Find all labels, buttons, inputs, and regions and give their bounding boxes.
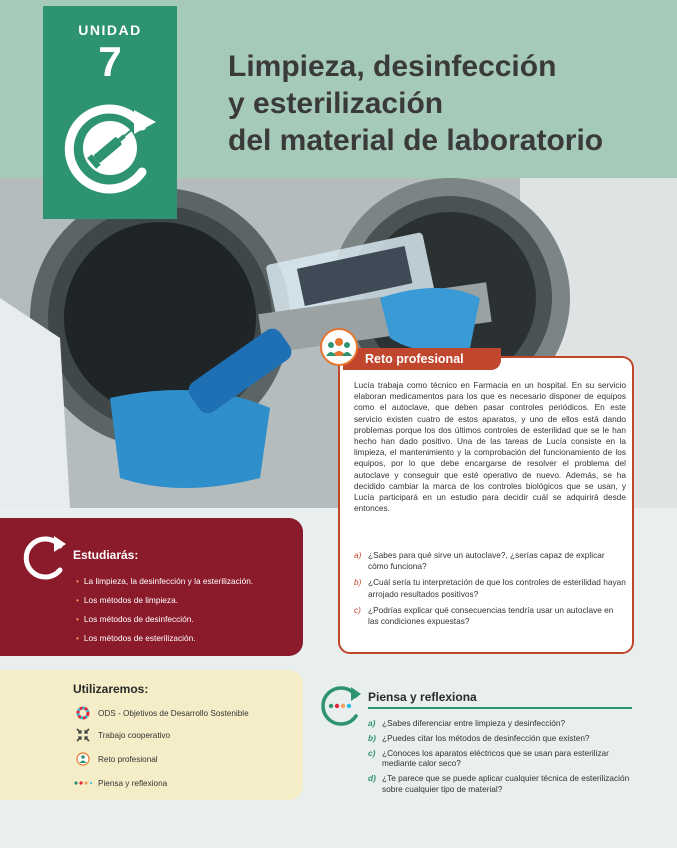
question-letter: b) <box>354 577 362 588</box>
util-item-piensa <box>74 776 167 790</box>
unit-tab <box>43 6 177 219</box>
util-item-label: Piensa y reflexiona <box>98 778 168 788</box>
list-item: • Los métodos de esterilización. <box>76 629 253 648</box>
question-letter: c) <box>368 747 376 758</box>
piensa-question <box>368 733 638 744</box>
piensa-question <box>368 773 638 795</box>
piensa-question <box>368 748 638 770</box>
question-letter: b) <box>368 732 376 743</box>
question-text: ¿Podrías explicar qué consecuencias tendría usar un autoclave en las condiciones expuestas? <box>368 604 614 627</box>
divider <box>368 707 632 709</box>
list-item: • Los métodos de desinfección. <box>76 610 253 629</box>
reto-question <box>354 605 626 627</box>
util-item-label: Reto profesional <box>98 754 158 764</box>
cooperative-icon <box>74 728 92 742</box>
util-item-reto <box>74 752 158 766</box>
piensa-heading: Piensa y reflexiona <box>368 690 477 704</box>
question-letter: a) <box>368 718 376 728</box>
reto-icon <box>74 752 92 766</box>
cycle-arrow-icon <box>22 532 66 582</box>
question-letter: c) <box>354 604 361 615</box>
piensa-question <box>368 718 638 729</box>
estudiaras-panel <box>0 518 303 656</box>
utilizaremos-panel <box>0 670 303 800</box>
syringe-cycle-icon <box>58 96 162 200</box>
reto-question <box>354 577 626 599</box>
team-icon <box>320 328 358 366</box>
piensa-questions <box>368 718 638 799</box>
page-title <box>228 48 658 159</box>
reto-question <box>354 550 626 572</box>
question-text: ¿Te parece que se puede aplicar cualquier técnica de esterilización sobre cualquier tipo de material? <box>382 773 630 794</box>
list-item: • La limpieza, la desinfección y la esterilización. <box>76 572 253 591</box>
title-line-2: y esterilización <box>228 87 444 120</box>
estudiaras-list <box>76 572 253 648</box>
question-text: ¿Sabes para qué sirve un autoclave?, ¿serías capaz de explicar cómo funciona? <box>368 550 605 572</box>
question-letter: a) <box>354 550 362 560</box>
unit-label: UNIDAD <box>78 22 142 38</box>
dots-icon <box>74 776 92 790</box>
question-letter: d) <box>368 773 376 784</box>
piensa-cycle-icon <box>318 684 362 728</box>
title-line-1: Limpieza, desinfección <box>228 50 557 83</box>
util-item-cooperativo <box>74 728 170 742</box>
ods-icon <box>74 706 92 720</box>
estudiaras-heading: Estudiarás: <box>73 548 139 562</box>
question-text: ¿Conoces los aparatos eléctricos que se usan para esterilizar mediante calor seco? <box>382 747 609 769</box>
util-item-ods <box>74 706 249 720</box>
question-text: ¿Sabes diferenciar entre limpieza y desinfección? <box>382 718 566 728</box>
title-line-3: del material de laboratorio <box>228 124 604 157</box>
reto-questions <box>354 550 626 632</box>
unit-number: 7 <box>98 38 122 85</box>
util-item-label: Trabajo cooperativo <box>98 730 171 740</box>
utilizaremos-heading: Utilizaremos: <box>73 682 149 696</box>
question-text: ¿Cuál sería tu interpretación de que los controles de esterilidad hayan arrojado resultados positivos? <box>368 577 626 599</box>
util-item-label: ODS - Objetivos de Desarrollo Sostenible <box>98 708 249 718</box>
reto-heading: Reto profesional <box>343 348 501 370</box>
reto-body: Lucía trabaja como técnico en Farmacia en un hospital. En su servicio elaboran medicamentos para los que es necesario disponer de equipos como el autoclave, que deben pasar controles periódicos. En este servicio existen cuatro de estos aparatos, y uno de ellos está dando problemas porque los dos últimos controles de esterilidad que se le han hecho han dado positivo. Una de las tareas de Lucía consiste en la limpieza, el mantenimiento y la comprobación del funcionamiento de los equipos, por lo que debe encargarse de resolver el problema del autoclave y conseguir que esté operativo de nuevo. Además, se ha decidido cambiar la marca de los controles biológicos que se usan, y Lucía participará en un estudio para decidir cuál se adquirirá desde entonces. <box>354 380 626 514</box>
list-item: • Los métodos de limpieza. <box>76 591 253 610</box>
question-text: ¿Puedes citar los métodos de desinfección que existen? <box>382 732 590 743</box>
